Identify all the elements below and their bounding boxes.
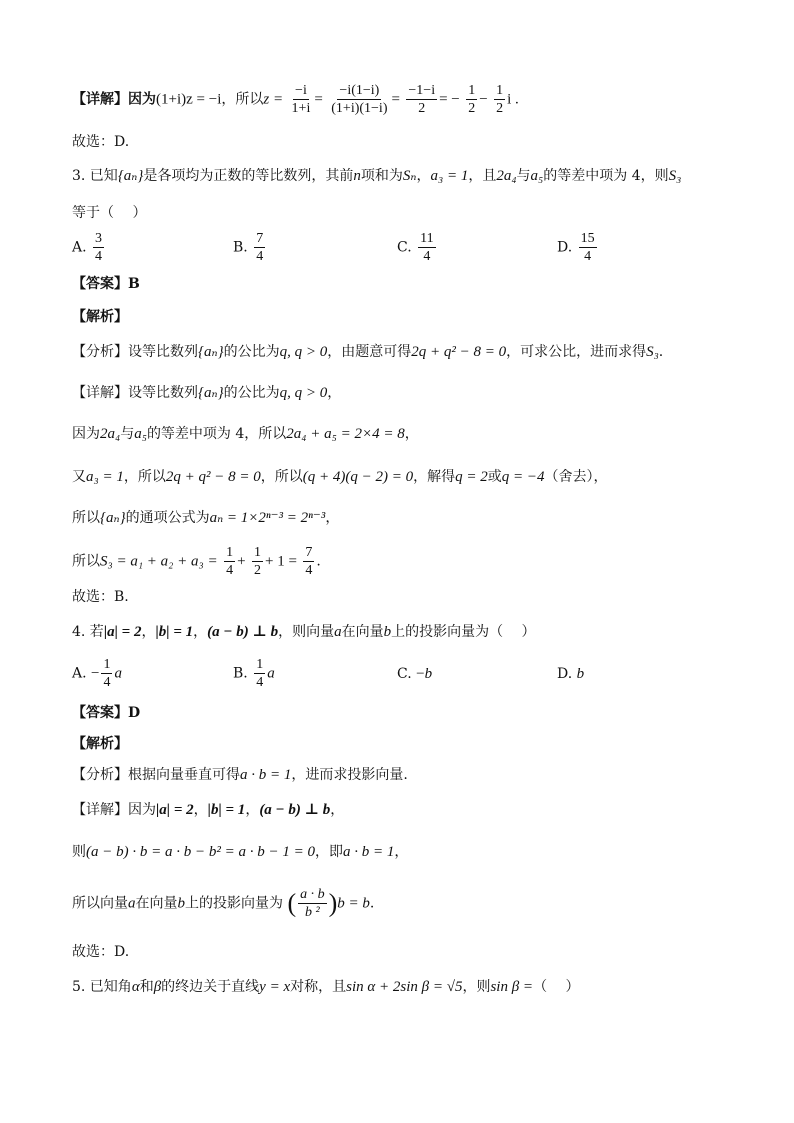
q3-option-c: C. $\frac{11}{4}$: [397, 231, 434, 264]
fraction: $\frac{-i(1-i)}{(1+i)(1-i)}$: [331, 83, 388, 116]
answer-label: 【答案】D: [72, 705, 141, 721]
detail-line: 【详解】设等比数列{aₙ}的公比为q, q > 0，: [72, 385, 342, 401]
q3-option-d: D. $\frac{15}{4}$: [557, 231, 595, 264]
analysis-line: 【分析】设等比数列{aₙ}的公比为q, q > 0，由题意可得2q + q² − 8 = 0，可求公比，进而求得S₃.: [72, 344, 664, 360]
q3-option-a: A. $\frac{3}{4}$: [72, 231, 103, 264]
analysis-heading: 【解析】: [72, 309, 128, 325]
question-3-stem-cont: 等于（ ）: [72, 205, 147, 221]
answer-choice-line: 故选：D.: [72, 944, 130, 960]
question-4-stem: 4. 若|a| = 2，|b| = 1，(a − b) ⊥ b，则向量a在向量b上的投影向量为（ ）: [72, 624, 536, 640]
answer-choice-line: 故选：B.: [72, 589, 129, 605]
detail-line: 则(a − b) · b = a · b − b² = a · b − 1 = 0，即a · b = 1，: [72, 844, 409, 860]
detail-line: 所以向量a在向量b上的投影向量为 ( $\frac{a \cdot b}{\text{b ²}}$ )b = b.: [72, 887, 375, 920]
q4-option-c: C. −b: [397, 666, 433, 682]
analysis-heading: 【解析】: [72, 736, 128, 752]
detail-line: 【详解】因为|a| = 2，|b| = 1，(a − b) ⊥ b，: [72, 802, 345, 818]
question-3-stem: 3. 已知{aₙ}是各项均为正数的等比数列，其前n项和为Sₙ，a₃ = 1，且2a₄与a₅的等差中项为 4，则S₃: [72, 168, 682, 184]
q3-option-b: B. $\frac{7}{4}$: [233, 231, 264, 264]
solution-line-q2: 【详解】因为(1+i)z = −i，所以z = $\frac{-i}{1+i}$ = $\frac{-i(1-i)}{(1+i)(1-i)}$ = $\frac{-1-i}{2}$ = − $\frac{1}{2}$ − $\frac{1}{2}$ i .: [72, 83, 519, 116]
detail-line: 因为2a₄与a₅的等差中项为 4，所以2a₄ + a₅ = 2×4 = 8，: [72, 426, 419, 442]
q4-option-d: D. b: [557, 666, 585, 682]
fraction: $\frac{-i}{1+i}$: [291, 83, 311, 116]
detail-line: 所以S₃ = a₁ + a₂ + a₃ = $\frac{1}{4}$ + $\frac{1}{2}$ + 1 = $\frac{7}{4}$ .: [72, 545, 321, 578]
fraction: $\frac{-1-i}{2}$: [408, 83, 436, 116]
q4-option-b: B. $\frac{1}{4}$ a: [233, 657, 275, 690]
fraction: $\frac{1}{2}$: [496, 83, 504, 116]
detail-line: 所以{aₙ}的通项公式为aₙ = 1×2ⁿ⁻³ = 2ⁿ⁻³，: [72, 510, 340, 526]
analysis-line: 【分析】根据向量垂直可得a · b = 1，进而求投影向量.: [72, 767, 408, 783]
answer-label: 【答案】B: [72, 276, 140, 292]
fraction: $\frac{1}{2}$: [468, 83, 476, 116]
q4-option-a: A. − $\frac{1}{4}$ a: [72, 657, 122, 690]
question-5-stem: 5. 已知角α和β的终边关于直线y = x对称，且sin α + 2sin β = √5，则sin β =（ ）: [72, 979, 580, 995]
detail-line: 又a₃ = 1，所以2q + q² − 8 = 0，所以(q + 4)(q − 2) = 0，解得q = 2或q = −4（舍去），: [72, 469, 608, 485]
answer-choice-line: 故选：D.: [72, 134, 130, 150]
